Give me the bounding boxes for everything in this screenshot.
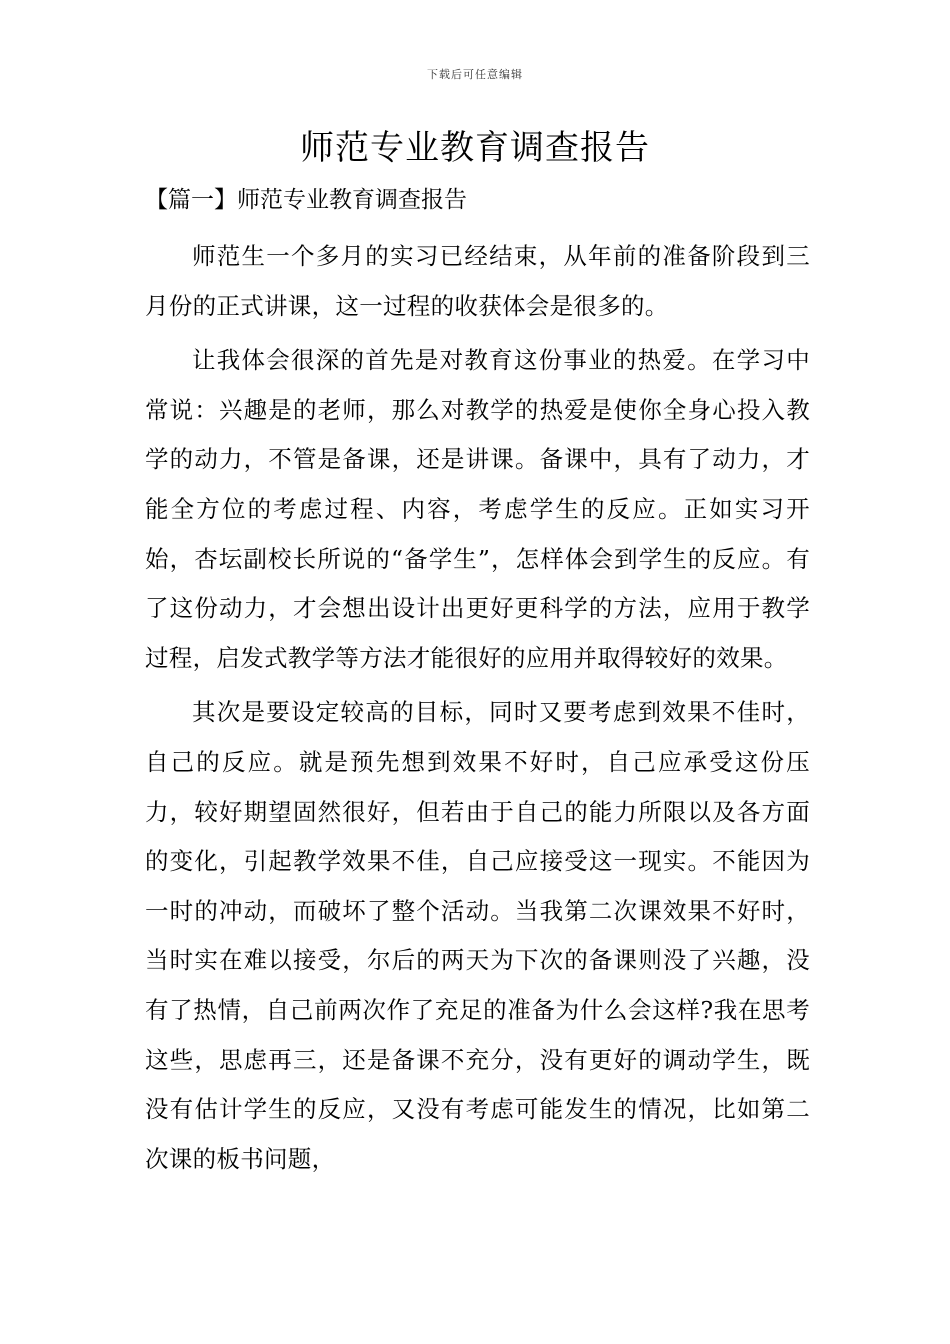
page-header-note: 下载后可任意编辑: [427, 68, 523, 81]
section-heading: 【篇一】师范专业教育调查报告: [145, 187, 467, 213]
paragraph-1: 师范生一个多月的实习已经结束，从年前的准备阶段到三月份的正式讲课，这一过程的收获体会是很多的。: [145, 242, 810, 320]
paragraph-3: 其次是要设定较高的目标，同时又要考虑到效果不佳时，自己的反应。就是预先想到效果不好时，自己应承受这份压力，较好期望固然很好，但若由于自己的能力所限以及各方面的变化，引起教学效果不佳，自己应接受这一现实。不能因为一时的冲动，而破坏了整个活动。当我第二次课效果不好时，当时实在难以接受，尔后的两天为下次的备课则没了兴趣，没有了热情，自己前两次作了充足的准备为什么会这样?我在思考这些，思虑再三，还是备课不充分，没有更好的调动学生，既没有估计学生的反应，又没有考虑可能发生的情况，比如第二次课的板书问题，: [145, 698, 810, 1173]
document-body: [145, 181, 810, 1189]
paragraph-2: 让我体会很深的首先是对教育这份事业的热爱。在学习中常说：兴趣是的老师，那么对教学的热爱是使你全身心投入教学的动力，不管是备课，还是讲课。备课中，具有了动力，才能全方位的考虑过程、内容，考虑学生的反应。正如实习开始，杏坛副校长所说的“备学生”，怎样体会到学生的反应。有了这份动力，才会想出设计出更好更科学的方法，应用于教学过程，启发式教学等方法才能很好的应用并取得较好的效果。: [145, 346, 810, 672]
document-title: 师范专业教育调查报告: [300, 128, 650, 168]
